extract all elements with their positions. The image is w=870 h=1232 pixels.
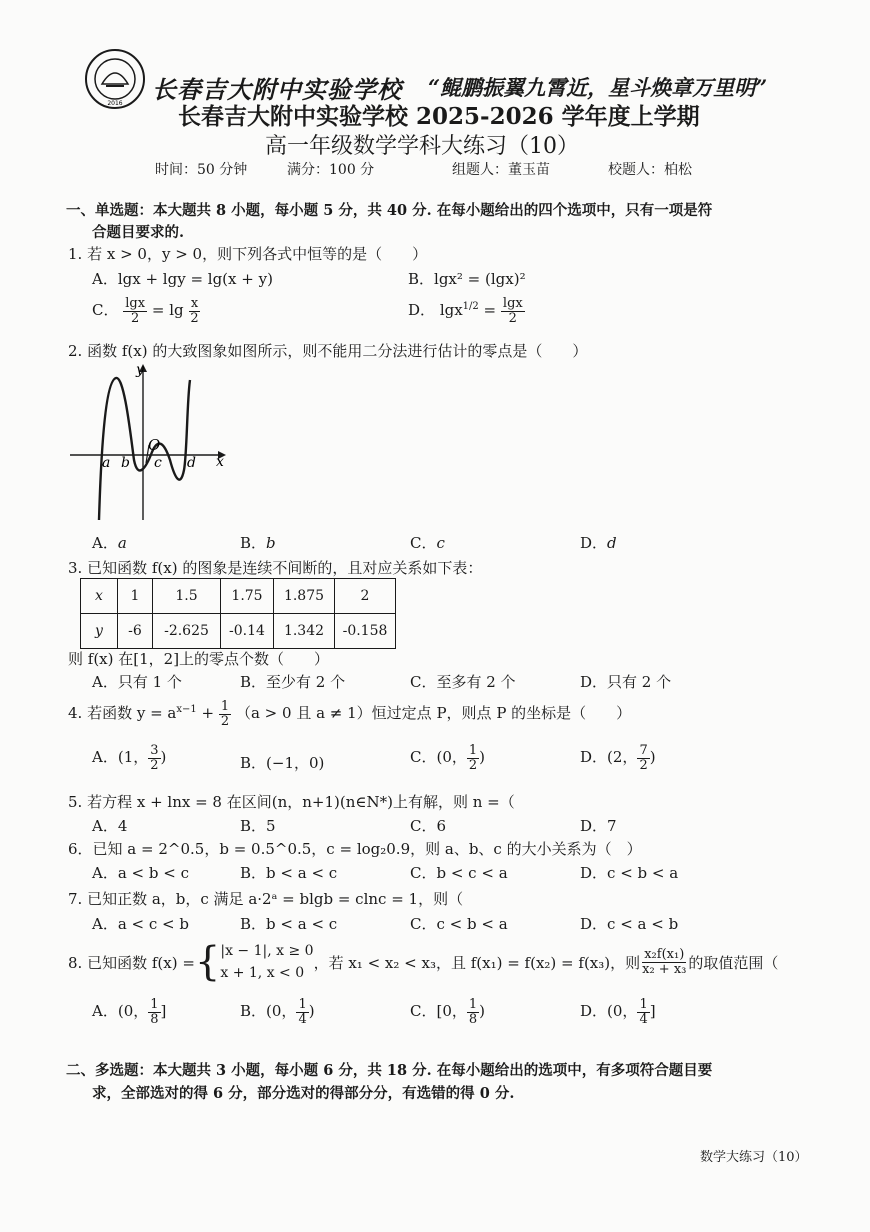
- exam-score: 满分：100 分: [287, 162, 375, 178]
- q5-stem: 5. 若方程 x + lnx = 8 在区间(n，n+1)(n∈N*)上有解，则 n =（: [68, 793, 515, 811]
- school-motto: “鲲鹏振翼九霄近，星斗焕章万里明”: [428, 75, 768, 100]
- q4-stem: 4. 若函数 $y = a^{x-1}$ + $\frac{1}{2}$ （a > 0 且 a ≠ 1）恒过定点 P，则点 P 的坐标是（ ）: [68, 699, 632, 729]
- q1-d-eq: =: [483, 301, 497, 320]
- q8-piecewise: [220, 940, 313, 984]
- q2-a-label: a: [102, 455, 111, 471]
- q8-brace: {: [194, 939, 221, 985]
- exam-composer: 组题人：董玉苗: [452, 162, 550, 178]
- q2-curve: [99, 378, 190, 520]
- section1-heading-cont: 合题目要求的.: [92, 224, 185, 241]
- page-footer: 数学大练习（10）: [700, 1150, 808, 1165]
- q2-d-label: d: [187, 455, 196, 471]
- q8-piece-2: x + 1, x < 0: [220, 965, 305, 981]
- q7-stem: 7. 已知正数 a，b，c 满足 a·2ᵃ = blgb = clnc = 1，则（: [68, 890, 464, 908]
- exam-subtitle: 高一年级数学学科大练习（10）: [265, 134, 579, 159]
- q1-stem: 1. 若 x > 0，y > 0，则下列各式中恒等的是（ ）: [68, 245, 428, 263]
- q1-b-text: lgx² = (lgx)²: [434, 270, 526, 288]
- q3-option-c: C．至多有 2 个: [410, 673, 516, 691]
- q8-stem: 8. 已知函数 f(x) = { |x − 1|, x ≥ 0 x + 1, x < 0 ，若 x₁ < x₂ < x₃，且 f(x₁) = f(x₂) = f(x₃)，则 $\frac{\text{x₂f(x₁)}}{\text{x₂ + x₃}}$ 的取值范围（: [68, 939, 779, 985]
- q1-d-exp: 1/2: [462, 301, 479, 313]
- q3-y-cell: 1.342: [274, 614, 335, 649]
- q7-option-b: B．b < a < c: [240, 915, 338, 933]
- q2-y-label: y: [136, 362, 144, 378]
- q3-x-cell: 1.875: [274, 579, 335, 614]
- q5-option-c: C．6: [410, 817, 447, 835]
- q3-row-y: [81, 614, 396, 649]
- q6-option-d: D．c < b < a: [580, 864, 679, 882]
- q1-c-frac-right: $\frac{x}{2}$: [190, 296, 199, 326]
- q3-row-x: [81, 579, 396, 614]
- section2-heading: 二、多选题：本大题共 3 小题，每小题 6 分，共 18 分. 在每小题给出的选项中，有多项符合题目要: [66, 1062, 713, 1079]
- q3-y-cell: -6: [118, 614, 153, 649]
- q3-x-cell: 2: [335, 579, 396, 614]
- q2-x-label: x: [216, 454, 224, 470]
- q4-option-b: B．(−1，0): [240, 754, 325, 772]
- q8-option-b: B．(0， $\frac{1}{4}$ ): [240, 997, 315, 1027]
- exam-time: 时间：50 分钟: [155, 162, 248, 178]
- q2-b-label: b: [121, 455, 130, 471]
- q5-option-d: D．7: [580, 817, 617, 835]
- q3-option-b: B．至少有 2 个: [240, 673, 346, 691]
- exam-checker: 校题人：柏松: [608, 162, 692, 178]
- q4-option-c: C．(0， $\frac{1}{2}$ ): [410, 743, 486, 773]
- q1-a-label: A．: [92, 270, 118, 288]
- q1-option-a: [92, 268, 273, 289]
- section2-heading-cont: 求，全部选对的得 6 分，部分选对的得部分分，有选错的得 0 分.: [92, 1085, 515, 1102]
- q8-option-d: D．(0， $\frac{1}{4}$ ]: [580, 997, 656, 1027]
- q2-option-b: B．b: [240, 534, 276, 552]
- q8-option-c: C．[0， $\frac{1}{8}$ ): [410, 997, 486, 1027]
- q2-graph: [66, 360, 226, 525]
- q1-a-text: lgx + lgy = lg(x + y): [117, 270, 273, 288]
- q2-origin-label: O: [148, 436, 161, 454]
- q2-option-a: A．a: [92, 534, 127, 552]
- q3-option-d: D．只有 2 个: [580, 673, 672, 691]
- q5-option-a: A．4: [92, 817, 128, 835]
- q1-c-frac-left: $\frac{\lg x}{2}$: [125, 296, 146, 326]
- q3-after: 则 f(x) 在[1，2]上的零点个数（ ）: [68, 650, 330, 668]
- q1-b-label: B．: [408, 270, 435, 288]
- q2-stem: 2. 函数 f(x) 的大致图象如图所示，则不能用二分法进行估计的零点是（ ）: [68, 342, 588, 360]
- q1-c-mid: = lg: [151, 301, 184, 320]
- q3-x-cell: 1.5: [153, 579, 221, 614]
- q3-option-a: A．只有 1 个: [92, 673, 182, 691]
- q6-option-b: B．b < a < c: [240, 864, 338, 882]
- q1-c-label: C．: [92, 301, 119, 320]
- section1-heading: 一、单选题：本大题共 8 小题，每小题 5 分，共 40 分. 在每小题给出的四个选项中，只有一项是符: [66, 202, 713, 219]
- logo-year: 2016: [107, 100, 123, 107]
- q8-ratio: $\frac{\text{x₂f(x₁)}}{\text{x₂ + x₃}}$: [642, 946, 687, 977]
- q3-value-table: [80, 578, 396, 649]
- q2-option-d: D．d: [580, 534, 617, 552]
- q1-d-base: lgx: [439, 301, 463, 320]
- q4-option-a: A．(1， $\frac{3}{2}$ ): [92, 743, 167, 773]
- q5-option-b: B．5: [240, 817, 276, 835]
- q7-option-c: C．c < b < a: [410, 915, 508, 933]
- q1-option-b: [408, 268, 526, 289]
- q2-c-label: c: [154, 455, 162, 471]
- school-logo: [84, 48, 146, 110]
- q3-y-cell: -0.158: [335, 614, 396, 649]
- q1-option-d: [408, 297, 525, 325]
- q3-y-cell: -2.625: [153, 614, 221, 649]
- q6-option-c: C．b < c < a: [410, 864, 508, 882]
- q3-stem: 3. 已知函数 f(x) 的图象是连续不间断的，且对应关系如下表：: [68, 559, 483, 577]
- q4-option-d: D．(2， $\frac{7}{2}$ ): [580, 743, 656, 773]
- q3-x-cell: 1.75: [221, 579, 274, 614]
- school-brand: 长春吉大附中实验学校: [152, 75, 402, 104]
- q8-option-a: A．(0， $\frac{1}{8}$ ]: [92, 997, 167, 1027]
- q2-option-c: C．c: [410, 534, 445, 552]
- q1-d-frac: $\frac{\lg x}{2}$: [502, 296, 523, 326]
- q3-x-cell: 1: [118, 579, 153, 614]
- q7-option-a: A．a < c < b: [92, 915, 189, 933]
- q6-stem: 6．已知 a = 2^0.5，b = 0.5^0.5，c = log₂0.9，则 a、b、c 的大小关系为（ ）: [68, 840, 642, 858]
- q3-x-head: x: [81, 579, 118, 614]
- q1-option-c: [92, 297, 201, 325]
- exam-title: 长春吉大附中实验学校 2025-2026 学年度上学期: [178, 103, 700, 130]
- q3-y-head: y: [81, 614, 118, 649]
- q1-d-label: D．: [408, 301, 436, 320]
- q6-option-a: A．a < b < c: [92, 864, 189, 882]
- q3-y-cell: -0.14: [221, 614, 274, 649]
- q7-option-d: D．c < a < b: [580, 915, 679, 933]
- q8-piece-1: |x − 1|, x ≥ 0: [220, 943, 314, 959]
